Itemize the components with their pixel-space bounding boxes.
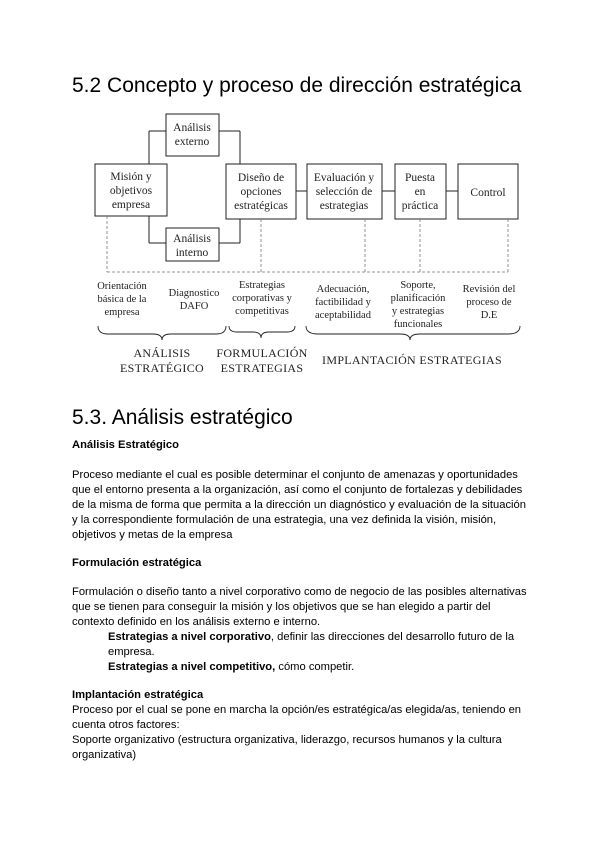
svg-text:ANÁLISIS: ANÁLISIS [133,346,191,360]
svg-text:externo: externo [174,136,210,148]
formulacion-heading: Formulación estratégica [72,557,202,569]
mision-label [110,171,153,211]
svg-text:objetivos: objetivos [109,185,153,197]
svg-text:interno: interno [175,247,209,259]
svg-text:Misión y: Misión y [110,171,152,183]
analisis-paragraph: Proceso mediante el cual es posible determinar el conjunto de amenazas y oportunidades que el entorno presenta a la organización, así como el conjunto de fortalezas y debilidades de la misma de forma que permita a la dirección un diagnóstico y evaluación de la situación y la correspondiente formulación de una estrategia, una vez definida la visión, misión, objetivos y metas de la empresa [72,469,526,541]
formulacion-item-competitivo: Estrategias a nivel competitivo, cómo competir. [108,661,355,673]
svg-text:ESTRATÉGICO: ESTRATÉGICO [120,361,204,375]
svg-text:Adecuación,: Adecuación, [316,284,370,295]
implantacion-section: Implantación estratégica Proceso por el cual se pone en marcha la opción/es estratégica/as elegida/as, teniendo en cuenta otros factores: Soporte organizativo (estructura organizativa, liderazgo, recursos humanos y la cultura organizativa) [72,688,532,763]
svg-text:Diagnostico: Diagnostico [168,288,220,299]
svg-text:DAFO: DAFO [179,301,209,312]
formulacion-item-corporativo: Estrategias a nivel corporativo, definir las direcciones del desarrollo futuro de la [108,631,515,643]
svg-text:opciones: opciones [240,186,282,198]
estrategias-label [232,280,293,317]
svg-text:competitivas: competitivas [235,306,289,317]
svg-text:Control: Control [470,187,506,199]
diseno-label [234,172,288,212]
category-implantacion [322,353,502,367]
svg-text:estrategias: estrategias [319,200,369,212]
brace-formulacion [229,326,295,338]
svg-text:Soporte,: Soporte, [400,280,436,291]
svg-text:factibilidad y: factibilidad y [315,297,371,308]
svg-text:selección de: selección de [315,186,373,198]
svg-text:estratégicas: estratégicas [234,200,288,212]
svg-text:Puesta: Puesta [404,172,436,184]
svg-text:Análisis: Análisis [173,122,211,134]
soporte-label [391,280,447,330]
svg-text:Evaluación y: Evaluación y [313,172,375,184]
svg-text:IMPLANTACIÓN ESTRATEGIAS: IMPLANTACIÓN ESTRATEGIAS [322,353,502,367]
svg-text:Análisis: Análisis [173,233,211,245]
svg-text:planificación: planificación [390,293,446,304]
section-5-3-title: 5.3. Análisis estratégico [72,406,293,429]
adecuacion-label [315,284,372,321]
strategic-management-diagram [0,0,600,400]
svg-text:corporativas y: corporativas y [232,293,292,304]
svg-text:Diseño de: Diseño de [237,172,285,184]
category-analisis [120,346,204,375]
section-5-2-title: 5.2 Concepto y proceso de dirección estratégica [72,74,522,97]
svg-text:ESTRATEGIAS: ESTRATEGIAS [220,361,304,375]
control-label [470,187,505,199]
box-analisis-externo [166,114,219,156]
svg-text:D.E: D.E [480,310,498,321]
svg-text:FORMULACIÓN: FORMULACIÓN [216,346,308,360]
orientacion-label [97,281,147,318]
formulacion-paragraph: Formulación o diseño tanto a nivel corporativo como de negocio de las posibles alternativas que se tienen para conseguir la misión y los objetivos que se han elegido a partir del contexto definido en los análisis externo e interno. Estrategias a nivel corporativo, definir las direcciones del desarrollo futuro de la empresa. Estrategias a nivel competitivo, cómo competir. [72,585,532,675]
diagnostico-label [169,288,220,312]
svg-text:Orientación: Orientación [97,281,147,292]
svg-text:básica de la: básica de la [97,294,147,305]
brace-analisis [98,326,226,340]
svg-text:y estrategias: y estrategias [391,306,445,317]
evaluacion-label [314,172,375,212]
svg-text:funcionales: funcionales [393,319,443,330]
svg-text:en: en [414,186,426,198]
analisis-heading: Análisis Estratégico [72,439,179,451]
svg-text:empresa: empresa [111,199,151,211]
revision-label [463,284,516,321]
svg-text:Estrategias: Estrategias [238,280,286,291]
svg-text:proceso de: proceso de [466,297,512,308]
svg-text:empresa: empresa [104,307,140,318]
svg-text:aceptabilidad: aceptabilidad [315,310,371,321]
implantacion-heading: Implantación estratégica [72,689,204,701]
category-formulacion [216,346,307,375]
svg-text:práctica: práctica [401,200,439,212]
svg-text:Revisión del: Revisión del [462,284,516,295]
